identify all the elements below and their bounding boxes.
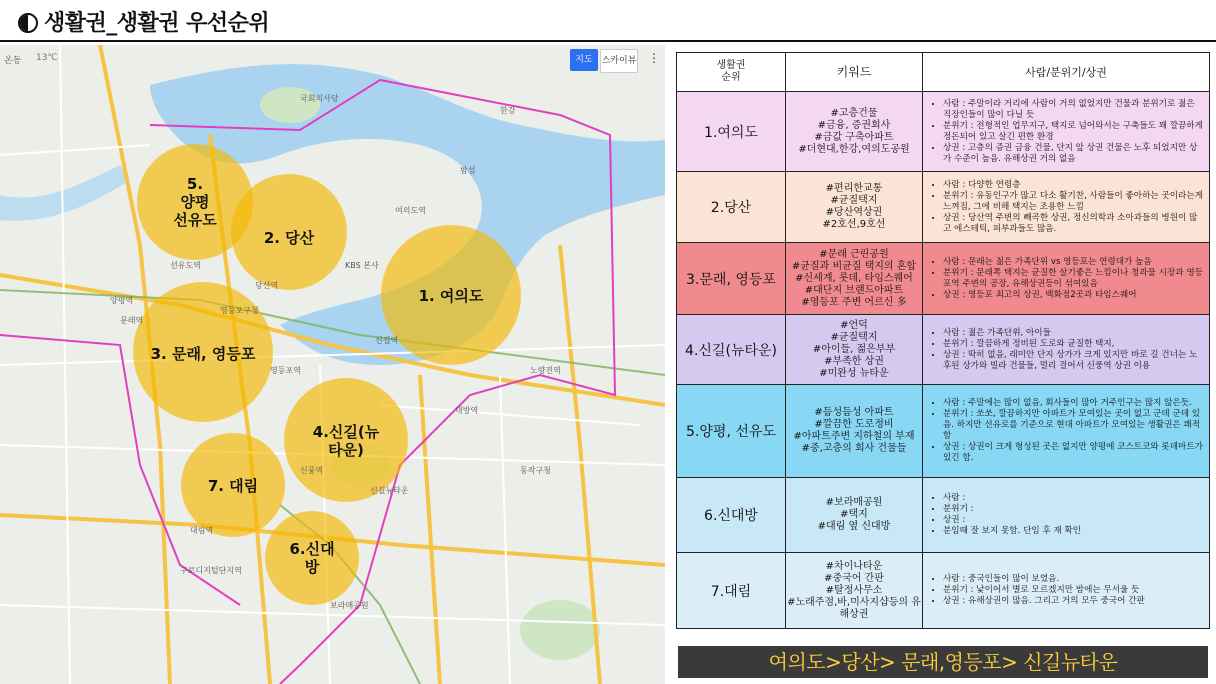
skyview-button[interactable]: 스카이뷰 — [600, 49, 638, 73]
description-item: • 분위기 : 전형적인 업무지구, 택지로 넘어와서는 구축들도 꽤 깔끔하게 정돈되어 있고 살긴 편한 환경 — [943, 121, 1203, 143]
keyword-tag: #당산역상권 — [825, 207, 883, 218]
description-cell — [923, 315, 1210, 385]
area-label-7: 7. 대림 — [207, 477, 259, 495]
description-item: • 상권 : — [943, 515, 1203, 526]
description-item: • 분위기 : 낯이어서 별로 모르겠지만 밤에는 무서울 듯 — [943, 585, 1203, 596]
map-place-label: 구로디지털단지역 — [180, 566, 242, 575]
keyword-tag: #미완성 뉴타운 — [819, 367, 889, 379]
table-row — [677, 92, 1210, 172]
description-item: • 상권 : 유해상권이 많음. 그리고 거의 모두 중국어 간판 — [943, 596, 1203, 607]
map-canvas — [0, 45, 665, 684]
park-area — [520, 600, 600, 660]
keyword-tag: #탈정사무소 — [825, 584, 883, 596]
map-panel[interactable] — [0, 45, 665, 684]
more-options-icon[interactable]: ⋮ — [648, 51, 660, 65]
description-item: • 분위기 : 유동인구가 많고 다소 활기찬, 사람들이 좋아하는 곳이라는게 느껴짐, 그에 비해 택지는 조용한 느낌 — [943, 191, 1203, 213]
area-label-1: 1. 여의도 — [418, 287, 484, 305]
weather-readout: 13℃ — [36, 53, 58, 63]
map-place-label: 동작구청 — [520, 466, 551, 475]
keyword-tag: #편리한교통 — [825, 183, 883, 194]
area-label-5: 5. 양평 선유도 — [173, 175, 217, 229]
description-cell — [923, 553, 1210, 629]
table-row — [677, 385, 1210, 478]
keyword-tag: #금융, 증권회사 — [817, 119, 891, 131]
map-place-label: 대방역 — [455, 406, 479, 415]
keyword-tag: #2호선,9호선 — [822, 219, 886, 230]
description-item: • 분위기 : — [943, 504, 1203, 515]
page-title — [18, 6, 269, 37]
area-label-6: 6.신대 방 — [289, 540, 335, 576]
keyword-tag: #고층건물 — [830, 107, 878, 119]
keyword-tag: #언덕 — [840, 319, 868, 331]
description-cell — [923, 172, 1210, 243]
keyword-cell — [786, 92, 923, 172]
description-item: • 상권 : 영등포 최고의 상권, 백화점2곳과 타임스퀘어 — [943, 290, 1203, 301]
description-item: • 상권 : 딱히 없음, 래미안 단지 상가가 크게 있지만 바로 길 건너는 노후된 상가와 빌라 건물들, 멀리 걸어서 신풍역 상권 이용 — [943, 350, 1203, 372]
header-keyword: 키워드 — [786, 53, 923, 92]
keyword-tag: #대림 옆 신대방 — [817, 521, 891, 532]
table-row — [677, 172, 1210, 243]
table-row — [677, 243, 1210, 315]
description-item: • 분임때 잘 보지 못함. 단임 후 재 확인 — [943, 526, 1203, 537]
map-place-label: 신길뉴타운 — [370, 486, 409, 495]
rank-cell: 2.당산 — [677, 172, 786, 243]
keyword-cell — [786, 385, 923, 478]
description-item: • 분위기 : 깔끔하게 정비된 도로와 균질한 택지, — [943, 339, 1203, 350]
rank-cell: 4.신길(뉴타운) — [677, 315, 786, 385]
keyword-tag: #더현대,한강,여의도공원 — [798, 143, 910, 155]
description-item: • 사람 : 다양한 연령층 — [943, 180, 1203, 191]
keyword-tag: #중,고층의 회사 건물들 — [801, 443, 907, 454]
map-place-label: 문래역 — [120, 316, 144, 325]
area-label-3: 3. 문래, 영등포 — [150, 345, 256, 363]
keyword-cell — [786, 553, 923, 629]
map-place-label: KBS 본사 — [345, 261, 379, 270]
map-place-label: 당산역 — [255, 281, 279, 290]
description-cell — [923, 385, 1210, 478]
keyword-cell — [786, 478, 923, 553]
keyword-tag: #차이나타운 — [825, 560, 883, 572]
area-label-4: 4.신길(뉴 타운) — [312, 423, 380, 459]
map-place-label: 영등포구청 — [220, 306, 259, 315]
rank-cell: 1.여의도 — [677, 92, 786, 172]
keyword-cell — [786, 315, 923, 385]
table-row — [677, 553, 1210, 629]
priority-summary: 여의도>당산> 문래,영등포> 신길뉴타운 — [678, 646, 1208, 678]
page-title-text: 생활권_생활권 우선순위 — [44, 11, 270, 36]
keyword-tag: #노래주점,바,미사지샵등의 유해상권 — [787, 596, 921, 620]
keyword-tag: #택지 — [840, 509, 868, 520]
description-item: • 분위기 : 문래쪽 택지는 균질한 살기좋은 느낌이나 청과물 시장과 영등포역 주변의 공장, 유해상권등이 섞여있음 — [943, 268, 1203, 290]
half-circle-icon — [18, 13, 38, 33]
description-item: • 사람 : 문래는 젊은 가족단위 vs 영등포는 연령대가 높음 — [943, 257, 1203, 268]
description-item: • 사람 : 주말에는 많이 없음, 회사들이 많아 거주인구는 많지 않은듯. — [943, 398, 1203, 409]
keyword-tag: #보라매공원 — [825, 497, 883, 508]
rank-cell: 5.양평, 선유도 — [677, 385, 786, 478]
map-place-label: 신길역 — [375, 336, 399, 345]
description-item: • 분위기 : 쏘쏘, 깔끔하지만 아파트가 모여있는 곳이 없고 군데 군데 있음. 하지만 선유로를 기준으로 현대 아파트가 모여있는 생활권은 쾌적함 — [943, 409, 1203, 442]
map-location-label: 온동 — [4, 56, 22, 66]
map-place-label: 여의도역 — [395, 206, 426, 215]
keyword-tag: #균질택지 — [830, 195, 878, 206]
keyword-tag: #금값 구축아파트 — [814, 131, 894, 143]
map-place-label: 국회의사당 — [300, 94, 339, 103]
priority-table — [676, 52, 1210, 629]
keyword-tag: #중국어 간판 — [824, 572, 884, 584]
description-item: • 상권 : 상권이 크게 형성된 곳은 없지만 양평에 코스트코와 롯데마트가 있긴 함. — [943, 442, 1203, 464]
map-place-label: 보라매공원 — [330, 601, 369, 610]
map-place-label: 한강 — [500, 106, 516, 115]
map-place-label: 대림역 — [190, 526, 214, 535]
rank-cell: 7.대림 — [677, 553, 786, 629]
rank-cell: 6.신대방 — [677, 478, 786, 553]
keyword-cell — [786, 243, 923, 315]
map-view-button[interactable]: 지도 — [570, 49, 598, 71]
description-cell — [923, 92, 1210, 172]
header-rank: 생활권 순위 — [677, 53, 786, 92]
keyword-tag: #아파트주변 지하철의 부재 — [793, 431, 915, 442]
rank-cell: 3.문래, 영등포 — [677, 243, 786, 315]
map-place-label: 양평역 — [110, 296, 134, 305]
map-place-label: 영등포역 — [270, 366, 301, 375]
keyword-tag: #부족한 상권 — [824, 355, 884, 367]
map-place-label: 선유도역 — [170, 261, 201, 270]
keyword-tag: #영등포 주변 어르신 多 — [801, 296, 907, 308]
keyword-tag: #문래 근린공원 — [819, 248, 889, 260]
description-item: • 상권 : 당산역 주변의 빼곡한 상권, 정신의학과 소아과들의 병원이 많고 에스테틱, 피부과들도 많음. — [943, 213, 1203, 235]
description-item: • 사람 : 젊은 가족단위, 아이들 — [943, 328, 1203, 339]
map-place-label: 밤섬 — [460, 166, 476, 175]
keyword-tag: #아이들, 젊은부부 — [812, 343, 896, 355]
description-item: • 사람 : 중국인들이 많이 보였음. — [943, 574, 1203, 585]
keyword-cell — [786, 172, 923, 243]
table-row — [677, 478, 1210, 553]
header-desc: 사람/분위기/상권 — [923, 53, 1210, 92]
map-place-label: 노량진역 — [530, 366, 561, 375]
description-cell — [923, 243, 1210, 315]
description-item: • 사람 : — [943, 493, 1203, 504]
keyword-tag: #깔끔한 도로정비 — [814, 419, 894, 430]
map-place-label: 신풍역 — [300, 466, 324, 475]
title-divider — [0, 40, 1216, 42]
description-item: • 사람 : 주말이라 거리에 사람이 거의 없었지만 건물과 분위기로 젊은 직장인들이 많이 다닐 듯 — [943, 99, 1203, 121]
keyword-tag: #듬성듬성 아파트 — [814, 407, 894, 418]
area-label-2: 2. 당산 — [263, 229, 315, 247]
keyword-tag: #균질택지 — [830, 331, 878, 343]
description-cell — [923, 478, 1210, 553]
table-row — [677, 315, 1210, 385]
keyword-tag: #균질과 비균질 택지의 혼합 — [791, 260, 917, 272]
keyword-tag: #신세계, 롯데, 타임스퀘어 — [795, 272, 913, 284]
keyword-tag: #대단지 브랜드아파트 — [804, 284, 904, 296]
description-item: • 상권 : 고층의 증권 금융 건물, 단지 앞 상권 건물은 노후 되었지만 상가 수준이 높음. 유해상권 거의 없음 — [943, 143, 1203, 165]
